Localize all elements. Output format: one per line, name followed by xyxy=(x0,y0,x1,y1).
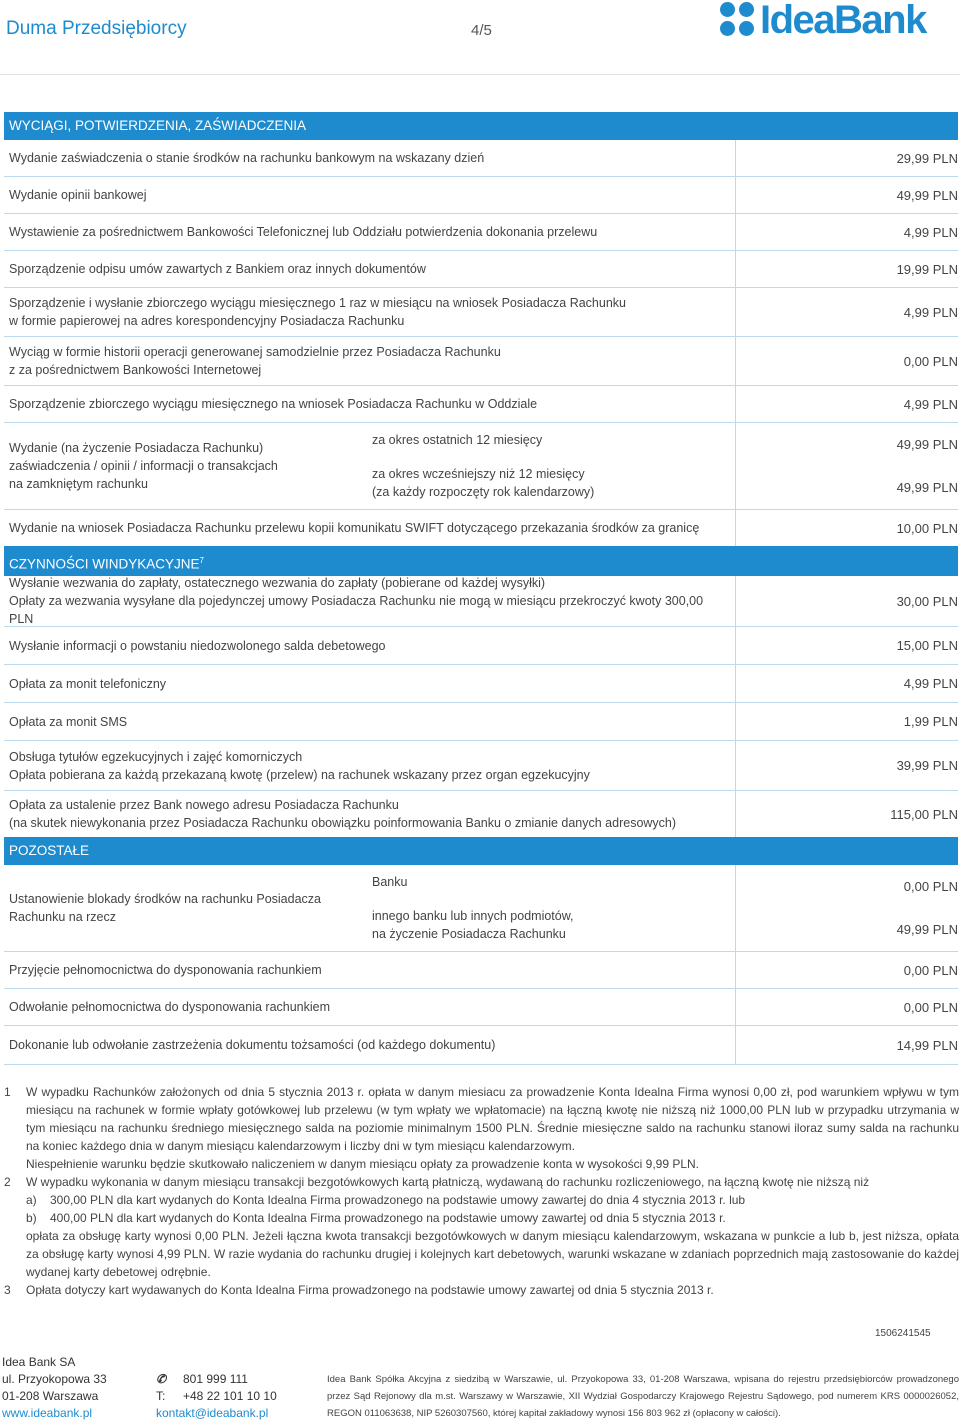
split-label xyxy=(4,865,364,951)
split-option-line: innego banku lub innych podmiotów, xyxy=(372,909,574,923)
row-line: (na skutek niewykonania przez Posiadacza Rachunku obowiązku poinformowania Banku o zmianie danych adresowych) xyxy=(9,816,677,830)
row-line: Wyciąg w formie historii operacji generowanej samodzielnie przez Posiadacza Rachunku xyxy=(9,345,501,359)
table-row xyxy=(4,703,958,741)
split-option xyxy=(372,465,727,501)
row-price: 4,99 PLN xyxy=(903,304,958,320)
website-link[interactable]: www.ideabank.pl xyxy=(2,1406,93,1420)
row-description: Przyjęcie pełnomocnictwa do dysponowania rachunkiem xyxy=(4,952,736,988)
split-description xyxy=(4,423,736,509)
row-price: 10,00 PLN xyxy=(896,520,958,536)
split-option-line: na życzenie Posiadacza Rachunku xyxy=(372,927,566,941)
row-description: Wystawienie za pośrednictwem Bankowości Telefonicznej lub Oddziału potwierdzenia dokonania przelewu xyxy=(4,214,736,250)
footnote-number: 3 xyxy=(4,1283,11,1297)
header-divider xyxy=(0,74,960,75)
hotline-number: 801 999 111 xyxy=(183,1372,248,1386)
item-key: b) xyxy=(26,1211,37,1225)
document-id: 1506241545 xyxy=(875,1328,931,1339)
row-price: 49,99 PLN xyxy=(896,922,958,937)
email-link[interactable]: kontakt@ideabank.pl xyxy=(156,1406,269,1420)
phone-row xyxy=(156,1388,277,1405)
section-title: CZYNNOŚCI WINDYKACYJNE xyxy=(9,556,200,572)
page-number: 4/5 xyxy=(471,22,492,39)
bank-city: 01-208 Warszawa xyxy=(2,1389,99,1403)
split-options xyxy=(364,423,735,509)
row-line: Sporządzenie i wysłanie zbiorczego wyciągu miesięcznego 1 raz w miesiącu na wniosek Posiadacza Rachunku xyxy=(9,296,626,310)
footnote-item xyxy=(26,1209,959,1227)
table-row xyxy=(4,1026,958,1065)
row-price: 4,99 PLN xyxy=(903,676,958,691)
table-row xyxy=(4,989,958,1026)
split-label xyxy=(4,423,364,509)
split-option: za okres ostatnich 12 miesięcy xyxy=(372,433,543,447)
bank-street: ul. Przyokopowa 33 xyxy=(2,1372,107,1386)
row-price: 14,99 PLN xyxy=(896,1037,958,1053)
row-price: 30,00 PLN xyxy=(896,593,958,609)
split-prices xyxy=(736,423,958,509)
row-price: 49,99 PLN xyxy=(896,437,958,452)
row-line: Wysłanie wezwania do zapłaty, ostatecznego wezwania do zapłaty (pobierane od każdej wysyłki) xyxy=(9,576,546,590)
table-row xyxy=(4,576,958,627)
footnotes xyxy=(4,1083,959,1299)
split-option-line: (za każdy rozpoczęty rok kalendarzowy) xyxy=(372,485,595,499)
footnote-number: 1 xyxy=(4,1085,11,1099)
row-description: Sporządzenie zbiorczego wyciągu miesięcznego na wniosek Posiadacza Rachunku w Oddziale xyxy=(4,386,736,422)
row-line: Obsługa tytułów egzekucyjnych i zajęć komorniczych xyxy=(9,749,303,764)
split-option xyxy=(372,907,727,943)
row-price: 4,99 PLN xyxy=(903,224,958,240)
footnote-paragraph: W wypadku Rachunków założonych od dnia 5 stycznia 2013 r. opłata w danym miesiacu za prowadzenie Konta Idealna Firma wynosi 0,00 zł, pod warunkiem wpływu w tym miesiącu na rachunek w formie wpłaty gotówkowej lub przelewu (w tym wpłaty we wpłatomacie) na łączną kwotę nie niższą niż 1000,00 PLN lub w przypadku utrzymania w tym miesiącu na rachunku średniego miesięcznego salda na poziomie minimalnym 1500 PLN. Średnie miesięczne saldo na rachunku stanowi iloraz sumy salda na rachunku na koniec każdego dnia w danym miesiącu kalendarzowym i liczby dni w tym miesiącu kalendarzowym. xyxy=(26,1085,959,1153)
bank-address xyxy=(2,1354,107,1422)
table-row xyxy=(4,952,958,989)
table-row-split xyxy=(4,423,958,510)
row-line: z za pośrednictwem Bankowości Internetowej xyxy=(9,363,262,377)
row-price: 0,00 PLN xyxy=(903,353,958,369)
phone-label: T: xyxy=(156,1389,166,1403)
hotline-row xyxy=(156,1371,277,1388)
table-row xyxy=(4,386,958,423)
row-price: 19,99 PLN xyxy=(896,261,958,277)
split-line: Rachunku na rzecz xyxy=(9,910,117,924)
row-line: Opłata pobierana za każdą przekazaną kwotę (przelew) na rachunek wskazany przez organ egzekucyjny xyxy=(9,767,590,782)
row-line: Opłata za ustalenie przez Bank nowego adresu Posiadacza Rachunku xyxy=(9,798,399,812)
logo-wordmark: IdeaBank xyxy=(760,0,926,42)
row-description: Wysłanie informacji o powstaniu niedozwolonego salda debetowego xyxy=(4,627,736,664)
row-description: Sporządzenie odpisu umów zawartych z Bankiem oraz innych dokumentów xyxy=(4,251,736,287)
item-key: a) xyxy=(26,1193,37,1207)
row-price: 29,99 PLN xyxy=(896,150,958,166)
row-description xyxy=(4,791,736,837)
table-row xyxy=(4,337,958,386)
footnote-2 xyxy=(4,1173,959,1281)
footnote-text xyxy=(26,1083,959,1173)
footnote-paragraph: opłata za obsługę karty wynosi 0,00 PLN. Jeżeli łączna kwota transakcji bezgotówkowych w danym miesiącu kalendarzowym, wskazana w punkcie a lub b, jest niższa, opłata za obsługę karty wynosi 4,99 PLN. W razie wydania do rachunku drugiej i kolejnych kart debetowych, warunki wskazane w zdaniach poprzednich mają zastosowanie do każdej wydanej karty debetowej odrębnie. xyxy=(26,1229,959,1279)
section-header: WYCIĄGI, POTWIERDZENIA, ZAŚWIADCZENIA xyxy=(4,112,958,140)
row-line: Opłaty za wezwania wysyłane dla pojedynczej umowy Posiadacza Rachunku nie mogą w miesiącu przekroczyć kwoty 300,00 PLN xyxy=(9,594,704,626)
row-price: 1,99 PLN xyxy=(903,714,958,729)
row-price: 0,00 PLN xyxy=(903,879,958,894)
row-price: 39,99 PLN xyxy=(896,758,958,773)
row-description: Dokonanie lub odwołanie zastrzeżenia dokumentu tożsamości (od każdego dokumentu) xyxy=(4,1026,736,1064)
row-description: Opłata za monit SMS xyxy=(4,703,736,740)
table-row xyxy=(4,140,958,177)
page-header xyxy=(0,0,960,70)
row-price: 49,99 PLN xyxy=(896,187,958,203)
table-row xyxy=(4,510,958,546)
split-description xyxy=(4,865,736,951)
item-text: 300,00 PLN dla kart wydanych do Konta Idealna Firma prowadzonego na podstawie umowy zawartej do dnia 4 stycznia 2013 r. lub xyxy=(50,1193,746,1207)
row-description xyxy=(4,288,736,336)
row-line: w formie papierowej na adres korespondencyjny Posiadacza Rachunku xyxy=(9,314,405,328)
table-row xyxy=(4,177,958,214)
row-price: 115,00 PLN xyxy=(890,806,958,822)
row-price: 0,00 PLN xyxy=(903,999,958,1015)
row-description xyxy=(4,337,736,385)
row-description: Wydanie zaświadczenia o stanie środków na rachunku bankowym na wskazany dzień xyxy=(4,140,736,176)
footnote-text xyxy=(26,1173,959,1281)
row-description xyxy=(4,576,736,626)
footnote-item xyxy=(26,1191,959,1209)
table-row xyxy=(4,627,958,665)
footnote-paragraph: W wypadku wykonania w danym miesiącu transakcji bezgotówkowych kartą płatniczą, wydawaną do rachunku rozliczeniowego, na łączną kwotę nie niższą niż xyxy=(26,1175,870,1189)
phone-number: +48 22 101 10 10 xyxy=(183,1389,277,1403)
table-row xyxy=(4,665,958,703)
document-title: Duma Przedsiębiorcy xyxy=(6,18,187,39)
section-header: POZOSTAŁE xyxy=(4,837,958,865)
row-description: Odwołanie pełnomocnictwa do dysponowania rachunkiem xyxy=(4,989,736,1025)
row-price: 49,99 PLN xyxy=(896,480,958,495)
row-description: Opłata za monit telefoniczny xyxy=(4,665,736,702)
phone-icon: ✆ xyxy=(156,1372,167,1386)
table-row xyxy=(4,214,958,251)
footnote-1 xyxy=(4,1083,959,1173)
row-price: 15,00 PLN xyxy=(896,638,958,653)
bank-contact xyxy=(156,1371,277,1422)
split-option: Banku xyxy=(372,875,408,889)
table-row xyxy=(4,288,958,337)
footnote-3 xyxy=(4,1281,959,1299)
split-line: na zamkniętym rachunku xyxy=(9,477,148,491)
section-header xyxy=(4,546,958,576)
split-option-line: za okres wcześniejszy niż 12 miesięcy xyxy=(372,467,585,481)
logo-dots-icon xyxy=(720,2,756,38)
split-prices xyxy=(736,865,958,951)
split-line: zaświadczenia / opinii / informacji o transakcjach xyxy=(9,459,278,473)
row-description xyxy=(4,741,736,790)
split-line: Ustanowienie blokady środków na rachunku Posiadacza xyxy=(9,892,321,906)
item-text: 400,00 PLN dla kart wydanych do Konta Idealna Firma prowadzonego na podstawie umowy zawartej od dnia 5 stycznia 2013 r. xyxy=(50,1211,726,1225)
table-row xyxy=(4,791,958,837)
bank-name: Idea Bank SA xyxy=(2,1355,76,1369)
table-row-split xyxy=(4,865,958,952)
footnote-paragraph: Niespełnienie warunku będzie skutkowało naliczeniem w danym miesiącu opłaty za prowadzenie konta w wysokości 9,99 PLN. xyxy=(26,1157,700,1171)
row-price: 0,00 PLN xyxy=(903,962,958,978)
split-line: Wydanie (na życzenie Posiadacza Rachunku) xyxy=(9,441,264,455)
row-description: Wydanie opinii bankowej xyxy=(4,177,736,213)
legal-notice: Idea Bank Spółka Akcyjna z siedzibą w Warszawie, ul. Przyokopowa 33, 01-208 Warszawa, wpisana do rejestru przedsiębiorców prowadzonego przez Sąd Rejonowy dla m.st. Warszawy w Warszawie, XII Wydział Gospodarczy Krajowego Rejestru Sądowego, pod numerem KRS 0000026052, REGON 011063638, NIP 5260307560, której kapitał zakładowy wynosi 156 803 962 zł (opłacony w całości). xyxy=(327,1374,959,1419)
footnote-text: Opłata dotyczy kart wydawanych do Konta Idealna Firma prowadzonego na podstawie umowy zawartej od dnia 5 stycznia 2013 r. xyxy=(26,1283,714,1297)
split-options xyxy=(364,865,735,951)
row-description: Wydanie na wniosek Posiadacza Rachunku przelewu kopii komunikatu SWIFT dotyczącego przekazania środków za granicę xyxy=(4,510,736,546)
table-row xyxy=(4,741,958,791)
row-price: 4,99 PLN xyxy=(903,396,958,412)
fee-table xyxy=(4,112,958,1065)
footnote-number: 2 xyxy=(4,1175,11,1189)
idea-bank-logo xyxy=(720,2,960,42)
footnote-marker: 7 xyxy=(199,556,204,565)
table-row xyxy=(4,251,958,288)
